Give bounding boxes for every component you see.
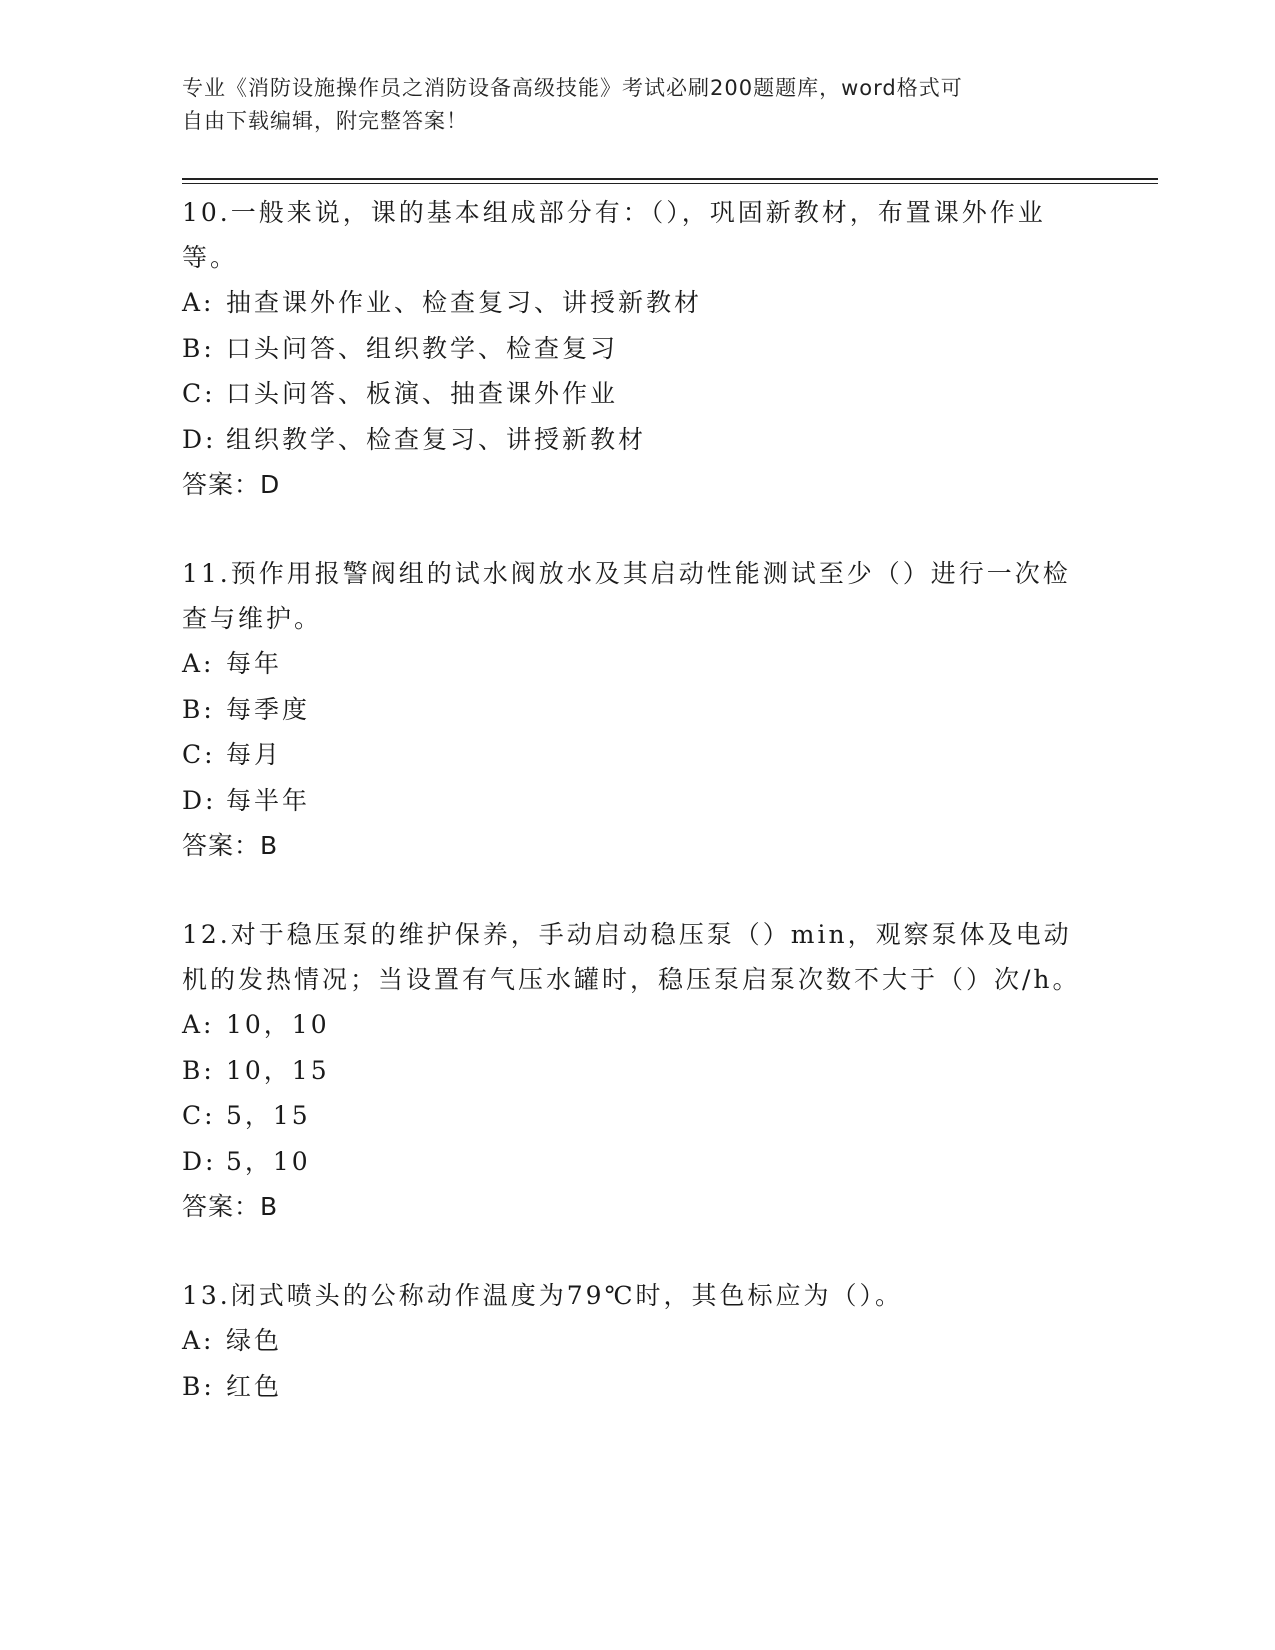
question-stem: 13.闭式喷头的公称动作温度为79℃时，其色标应为（）。 xyxy=(182,1281,904,1310)
option-text: 每年 xyxy=(226,649,283,678)
option-key: A: xyxy=(182,1326,215,1355)
option-b xyxy=(182,1364,1082,1410)
option-a xyxy=(182,641,1082,687)
option-b xyxy=(182,326,1082,372)
option-text: 红色 xyxy=(226,1371,283,1401)
option-d xyxy=(182,417,1082,463)
option-key: A: xyxy=(182,649,215,678)
option-a xyxy=(182,1002,1082,1048)
header-divider-thin xyxy=(182,183,1158,184)
option-text: 每季度 xyxy=(226,694,311,724)
question-13 xyxy=(182,1273,1082,1409)
option-text: 5，10 xyxy=(226,1146,311,1176)
option-key: B: xyxy=(182,694,215,724)
option-text: 组织教学、检查复习、讲授新教材 xyxy=(226,424,647,454)
option-b xyxy=(182,687,1082,733)
option-key: C: xyxy=(182,379,216,408)
question-list xyxy=(182,190,1082,1453)
option-key: C: xyxy=(182,740,216,769)
option-c xyxy=(182,371,1082,417)
option-c xyxy=(182,1093,1082,1139)
option-d xyxy=(182,778,1082,824)
question-10 xyxy=(182,190,1082,507)
option-text: 口头问答、板演、抽查课外作业 xyxy=(226,379,619,408)
option-key: B: xyxy=(182,1371,215,1401)
answer-line: 答案：B xyxy=(182,831,279,860)
option-c xyxy=(182,732,1082,778)
option-text: 口头问答、组织教学、检查复习 xyxy=(226,333,619,363)
question-stem: 10.一般来说，课的基本组成部分有：（），巩固新教材，布置课外作业等。 xyxy=(182,198,1046,272)
option-text: 10，10 xyxy=(226,1010,330,1039)
header-line-2: 自由下载编辑，附完整答案！ xyxy=(182,109,468,133)
option-d xyxy=(182,1139,1082,1185)
option-key: A: xyxy=(182,1010,215,1039)
question-stem: 12.对于稳压泵的维护保养，手动启动稳压泵（）min，观察泵体及电动机的发热情况；当设置有气压水罐时，稳压泵启泵次数不大于（）次/h。 xyxy=(182,920,1081,994)
answer-line: 答案：D xyxy=(182,470,281,499)
option-text: 每半年 xyxy=(226,785,311,815)
answer-line: 答案：B xyxy=(182,1192,279,1221)
question-stem: 11.预作用报警阀组的试水阀放水及其启动性能测试至少（）进行一次检查与维护。 xyxy=(182,559,1071,633)
option-key: B: xyxy=(182,1055,215,1085)
question-12 xyxy=(182,912,1082,1229)
option-key: D: xyxy=(182,785,217,815)
header-divider-thick xyxy=(182,178,1158,180)
header-line-1: 专业《消防设施操作员之消防设备高级技能》考试必刷200题题库，word格式可 xyxy=(182,76,963,100)
option-a xyxy=(182,280,1082,326)
option-text: 抽查课外作业、检查复习、讲授新教材 xyxy=(226,288,703,317)
option-key: C: xyxy=(182,1101,216,1130)
option-text: 10，15 xyxy=(226,1055,330,1085)
document-header xyxy=(182,72,1062,138)
option-key: A: xyxy=(182,288,215,317)
option-text: 绿色 xyxy=(226,1326,283,1355)
option-text: 每月 xyxy=(226,740,283,769)
question-11 xyxy=(182,551,1082,868)
option-key: D: xyxy=(182,1146,217,1176)
option-a xyxy=(182,1318,1082,1364)
option-key: B: xyxy=(182,333,215,363)
option-b xyxy=(182,1048,1082,1094)
option-text: 5，15 xyxy=(226,1101,311,1130)
option-key: D: xyxy=(182,424,217,454)
